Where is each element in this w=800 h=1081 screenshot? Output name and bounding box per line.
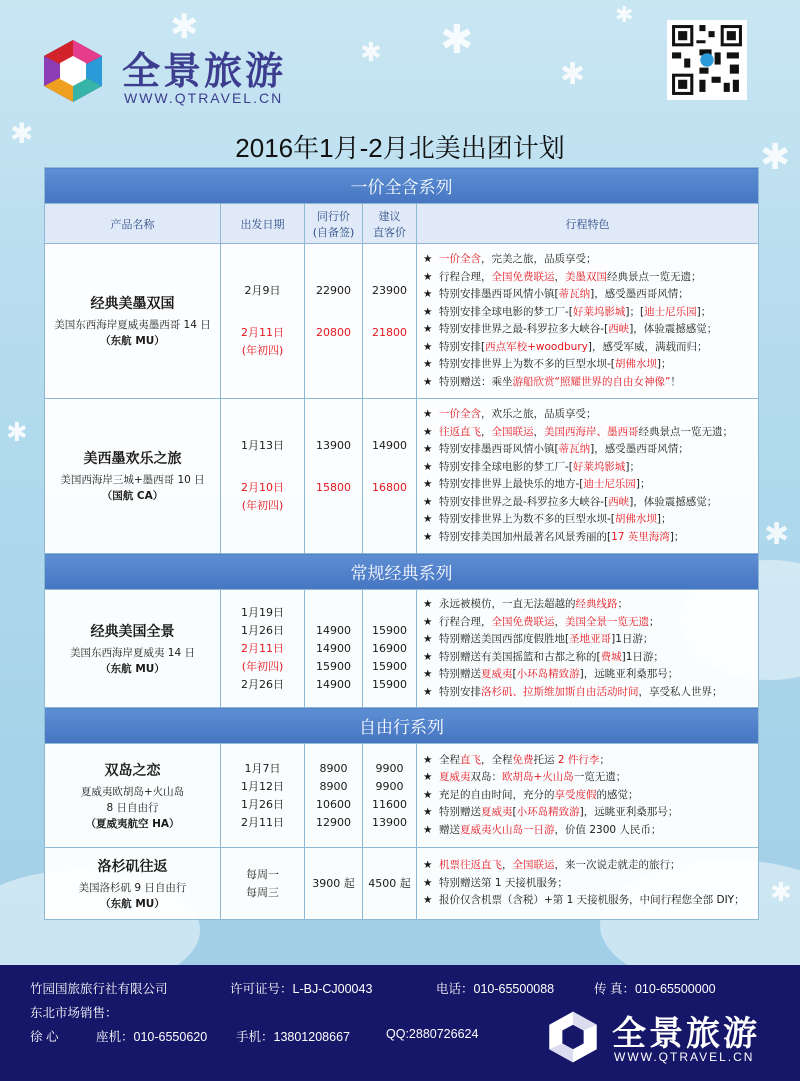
retail-prices <box>363 244 417 399</box>
feature-item: ★ 机票往返直飞，全国联运，来一次说走就走的旅行； <box>423 857 752 875</box>
star-bullet-icon: ★ <box>423 478 433 490</box>
sales-label: 东北市场销售： <box>30 1006 118 1020</box>
departure-dates <box>221 244 305 399</box>
feature-item: ★ 夏威夷双岛：欧胡岛+火山岛一览无遗； <box>423 769 752 787</box>
peer-prices <box>305 744 363 848</box>
departure-dates <box>221 399 305 554</box>
star-bullet-icon: ★ <box>423 598 433 610</box>
star-bullet-icon: ★ <box>423 340 433 353</box>
page-title: 2016年1月-2月北美出团计划 <box>235 133 565 163</box>
product-name-cell <box>45 399 221 554</box>
star-bullet-icon: ★ <box>423 460 433 473</box>
section-title: 一价全含系列 <box>45 168 759 204</box>
column-header-row <box>45 204 759 244</box>
feature-item: ★ 特别赠送美国西部度假胜地[圣地亚哥]1日游； <box>423 631 752 649</box>
product-name-cell <box>45 590 221 708</box>
feature-item: ★ 特别安排[西点军校+woodbury]，感受军威，满载而归； <box>423 339 752 357</box>
retail-prices <box>363 848 417 920</box>
feature-item: ★ 特别赠送：乘坐游船欣赏“照耀世界的自由女神像”！ <box>423 374 752 392</box>
departure-note: (年初四) <box>241 344 284 357</box>
peer-price: 3900 起 <box>312 876 355 890</box>
peer-prices <box>305 399 363 554</box>
retail-price: 23900 <box>372 284 407 297</box>
retail-price: 9900 <box>375 761 404 775</box>
departure-date: 1月12日 <box>241 779 284 793</box>
star-bullet-icon: ★ <box>423 633 433 645</box>
product-row <box>45 848 759 920</box>
feature-item: ★ 往返直飞，全国联运，美国西海岸、墨西哥经典景点一览无遗； <box>423 424 752 442</box>
feature-list <box>417 848 759 920</box>
snowflake-icon: ✱ <box>10 117 34 150</box>
peer-price: 22900 <box>316 284 351 297</box>
snowflake-icon: ✱ <box>764 517 790 552</box>
feature-item: ★ 特别赠送有美国摇篮和古都之称的[费城]1日游； <box>423 649 752 667</box>
star-bullet-icon: ★ <box>423 650 433 663</box>
column-header-name: 产品名称 <box>45 204 221 244</box>
product-airline: （东航 MU） <box>100 897 165 910</box>
section-title: 自由行系列 <box>45 708 759 744</box>
product-route: 美国东西海岸夏威夷墨西哥 14 日 <box>54 319 211 331</box>
feature-item: ★ 行程合理，全国免费联运，美墨双国经典景点一览无遗； <box>423 269 752 287</box>
peer-price: 20800 <box>316 326 351 339</box>
star-bullet-icon: ★ <box>423 305 433 318</box>
feature-item: ★ 永远被模仿，一直无法超越的经典线路； <box>423 596 752 614</box>
retail-price: 21800 <box>372 326 407 339</box>
feature-item: ★ 赠送夏威夷火山岛一日游，价值 2300 人民币； <box>423 822 752 840</box>
star-bullet-icon: ★ <box>423 530 433 543</box>
feature-item: ★ 报价仅含机票（含税）+第 1 天接机服务，中间行程您全部 DIY； <box>423 892 752 910</box>
company-name: 竹园国旅旅行社有限公司 <box>30 982 168 996</box>
phone-number: 电话：010-65500088 <box>436 982 555 996</box>
feature-item: ★ 特别安排世界之最-科罗拉多大峡谷-[西峡]，体验震撼感觉； <box>423 321 752 339</box>
product-name: 经典美国全景 <box>90 623 175 640</box>
retail-price: 15900 <box>372 659 407 673</box>
product-row <box>45 744 759 848</box>
qr-code-icon <box>667 20 747 100</box>
retail-price: 14900 <box>372 439 407 452</box>
feature-item: ★ 全程直飞，全程免费托运 2 件行李； <box>423 752 752 770</box>
product-airline: （国航 CA） <box>101 490 164 502</box>
product-name-cell <box>45 244 221 399</box>
product-name: 洛杉矶往返 <box>97 858 168 875</box>
star-bullet-icon: ★ <box>423 425 433 438</box>
star-bullet-icon: ★ <box>423 894 433 907</box>
snowflake-icon: ✱ <box>6 418 28 448</box>
brand-url: WWW.QTRAVEL.CN <box>124 90 284 106</box>
mobile-number: 手机：13801208667 <box>236 1030 350 1044</box>
departure-date: 2月11日 <box>241 815 284 829</box>
departure-date: 2月11日 <box>241 641 284 655</box>
star-bullet-icon: ★ <box>423 859 433 872</box>
product-name-cell <box>45 848 221 920</box>
departure-dates <box>221 848 305 920</box>
feature-item: ★ 特别赠送夏威夷[小环岛精致游]，远眺亚利桑那号； <box>423 804 752 822</box>
product-route: 美国西海岸三城+墨西哥 10 日 <box>60 474 205 486</box>
peer-price: 14900 <box>316 641 351 655</box>
star-bullet-icon: ★ <box>423 513 433 525</box>
feature-list <box>417 399 759 554</box>
departure-date: 1月7日 <box>244 761 281 775</box>
star-bullet-icon: ★ <box>423 323 433 335</box>
departure-date: 2月11日 <box>241 326 284 339</box>
feature-item: ★ 特别安排墨西哥风情小镇[蒂瓦纳]，感受墨西哥风情； <box>423 286 752 304</box>
star-bullet-icon: ★ <box>423 495 433 508</box>
peer-price: 15800 <box>316 481 351 494</box>
retail-price: 9900 <box>375 779 404 793</box>
product-route: 美国东西海岸夏威夷 14 日 <box>69 646 196 659</box>
product-airline: （东航 MU） <box>100 662 165 675</box>
column-header-retail-price: 建议 直客价 <box>363 204 417 244</box>
star-bullet-icon: ★ <box>423 253 433 265</box>
peer-price: 15900 <box>316 659 351 673</box>
feature-item: ★ 特别安排美国加州最著名风景秀丽的[17 英里海湾]； <box>423 529 752 547</box>
license-number: 许可证号：L-BJ-CJ00043 <box>230 982 373 996</box>
star-bullet-icon: ★ <box>423 753 433 766</box>
snowflake-icon: ✱ <box>440 17 474 63</box>
product-name: 经典美墨双国 <box>90 296 175 312</box>
feature-item: ★ 特别安排世界上为数不多的巨型水坝-[胡佛水坝]； <box>423 511 752 529</box>
brand-name: 全景旅游 <box>122 49 287 93</box>
snowflake-icon: ✱ <box>170 7 199 47</box>
star-bullet-icon: ★ <box>423 375 433 388</box>
departure-date: 2月9日 <box>244 284 281 297</box>
schedule-table <box>44 167 759 920</box>
departure-note: (年初四) <box>241 659 284 673</box>
fax-number: 传 真：010-65500000 <box>594 982 716 996</box>
product-name: 美西墨欢乐之旅 <box>83 451 182 467</box>
retail-price: 16900 <box>372 641 407 655</box>
product-route: 美国洛杉矶 9 日自由行 <box>78 881 187 894</box>
brand-name: 全景旅游 <box>612 1014 760 1054</box>
peer-price: 14900 <box>316 623 351 637</box>
star-bullet-icon: ★ <box>423 358 433 370</box>
retail-price: 15900 <box>372 623 407 637</box>
feature-item: ★ 特别赠送夏威夷[小环岛精致游]，远眺亚利桑那号； <box>423 666 752 684</box>
peer-price: 13900 <box>316 439 351 452</box>
feature-item: ★ 充足的自由时间，充分的享受度假的感觉； <box>423 787 752 805</box>
feature-item: ★ 行程合理，全国免费联运，美国全景一览无遗； <box>423 614 752 632</box>
retail-price: 15900 <box>372 677 407 691</box>
retail-prices <box>363 399 417 554</box>
peer-price: 12900 <box>316 815 351 829</box>
peer-prices <box>305 848 363 920</box>
peer-prices <box>305 590 363 708</box>
feature-item: ★ 特别赠送第 1 天接机服务； <box>423 875 752 893</box>
feature-item: ★ 特别安排全球电影的梦工厂-[好莱坞影城]； <box>423 459 752 477</box>
product-name: 双岛之恋 <box>104 762 161 779</box>
feature-item: ★ 特别安排世界上为数不多的巨型水坝-[胡佛水坝]； <box>423 356 752 374</box>
brand-logo <box>40 38 320 108</box>
logo-mark-icon <box>40 38 106 104</box>
feature-item: ★ 一价全含，欢乐之旅，品质享受； <box>423 406 752 424</box>
departure-date: 1月26日 <box>241 797 284 811</box>
section-header-row <box>45 708 759 744</box>
section-header-row <box>45 554 759 590</box>
section-header-row <box>45 168 759 204</box>
feature-list <box>417 744 759 848</box>
retail-price: 13900 <box>372 815 407 829</box>
column-header-date: 出发日期 <box>221 204 305 244</box>
star-bullet-icon: ★ <box>423 288 433 300</box>
departure-note: (年初四) <box>241 499 284 512</box>
retail-price: 4500 起 <box>368 876 411 890</box>
departure-date: 1月26日 <box>241 623 284 637</box>
landline-number: 座机：010-6550620 <box>96 1030 208 1044</box>
star-bullet-icon: ★ <box>423 668 433 680</box>
departure-date: 1月13日 <box>241 439 284 452</box>
product-route: 夏威夷欧胡岛+火山岛 <box>80 785 185 798</box>
product-row <box>45 399 759 554</box>
departure-date: 每周三 <box>246 885 279 899</box>
star-bullet-icon: ★ <box>423 823 433 836</box>
star-bullet-icon: ★ <box>423 806 433 819</box>
star-bullet-icon: ★ <box>423 443 433 455</box>
product-row <box>45 244 759 399</box>
peer-price: 10600 <box>316 797 351 811</box>
star-bullet-icon: ★ <box>423 876 433 889</box>
peer-prices <box>305 244 363 399</box>
logo-mark-icon <box>546 1010 600 1064</box>
star-bullet-icon: ★ <box>423 270 433 283</box>
brand-logo-footer <box>546 1006 786 1072</box>
feature-item: ★ 特别安排全球电影的梦工厂-[好莱坞影城]；[迪士尼乐园]； <box>423 304 752 322</box>
product-airline: （东航 MU） <box>100 335 165 347</box>
star-bullet-icon: ★ <box>423 788 433 801</box>
column-header-peer-price: 同行价 (自备签) <box>305 204 363 244</box>
departure-date: 1月19日 <box>241 605 284 619</box>
retail-prices <box>363 590 417 708</box>
snowflake-icon: ✱ <box>760 137 791 178</box>
retail-prices <box>363 744 417 848</box>
peer-price: 8900 <box>319 761 348 775</box>
peer-price: 8900 <box>319 779 348 793</box>
product-name-cell <box>45 744 221 848</box>
qq-number: QQ:2880726624 <box>386 1027 479 1041</box>
snowflake-icon: ✱ <box>560 57 586 92</box>
product-row <box>45 590 759 708</box>
section-title: 常规经典系列 <box>45 554 759 590</box>
retail-price: 16800 <box>372 481 407 494</box>
departure-date: 2月10日 <box>241 481 284 494</box>
contact-name: 徐 心 <box>30 1030 59 1044</box>
feature-list <box>417 244 759 399</box>
snowflake-icon: ✱ <box>360 38 382 68</box>
star-bullet-icon: ★ <box>423 771 433 784</box>
departure-date: 2月26日 <box>241 677 284 691</box>
snowflake-icon: ✱ <box>615 3 634 28</box>
feature-item: ★ 特别安排墨西哥风情小镇[蒂瓦纳]，感受墨西哥风情； <box>423 441 752 459</box>
feature-item: ★ 特别安排世界上最快乐的地方-[迪士尼乐园]； <box>423 476 752 494</box>
column-header-features: 行程特色 <box>417 204 759 244</box>
star-bullet-icon: ★ <box>423 615 433 628</box>
feature-item: ★ 特别安排世界之最-科罗拉多大峡谷-[西峡]，体验震撼感觉； <box>423 494 752 512</box>
feature-list <box>417 590 759 708</box>
snowflake-icon: ✱ <box>770 878 792 908</box>
departure-dates <box>221 744 305 848</box>
star-bullet-icon: ★ <box>423 408 433 420</box>
feature-item: ★ 特别安排洛杉矶、拉斯维加斯自由活动时间，享受私人世界； <box>423 684 752 702</box>
product-airline: （夏威夷航空 HA） <box>85 817 180 830</box>
departure-date: 每周一 <box>246 867 279 881</box>
peer-price: 14900 <box>316 677 351 691</box>
brand-url: WWW.QTRAVEL.CN <box>614 1050 755 1064</box>
retail-price: 11600 <box>372 797 407 811</box>
product-route-detail: 8 日自由行 <box>106 801 159 814</box>
feature-item: ★ 一价全含，完美之旅，品质享受； <box>423 251 752 269</box>
departure-dates <box>221 590 305 708</box>
star-bullet-icon: ★ <box>423 685 433 698</box>
header <box>0 0 800 165</box>
